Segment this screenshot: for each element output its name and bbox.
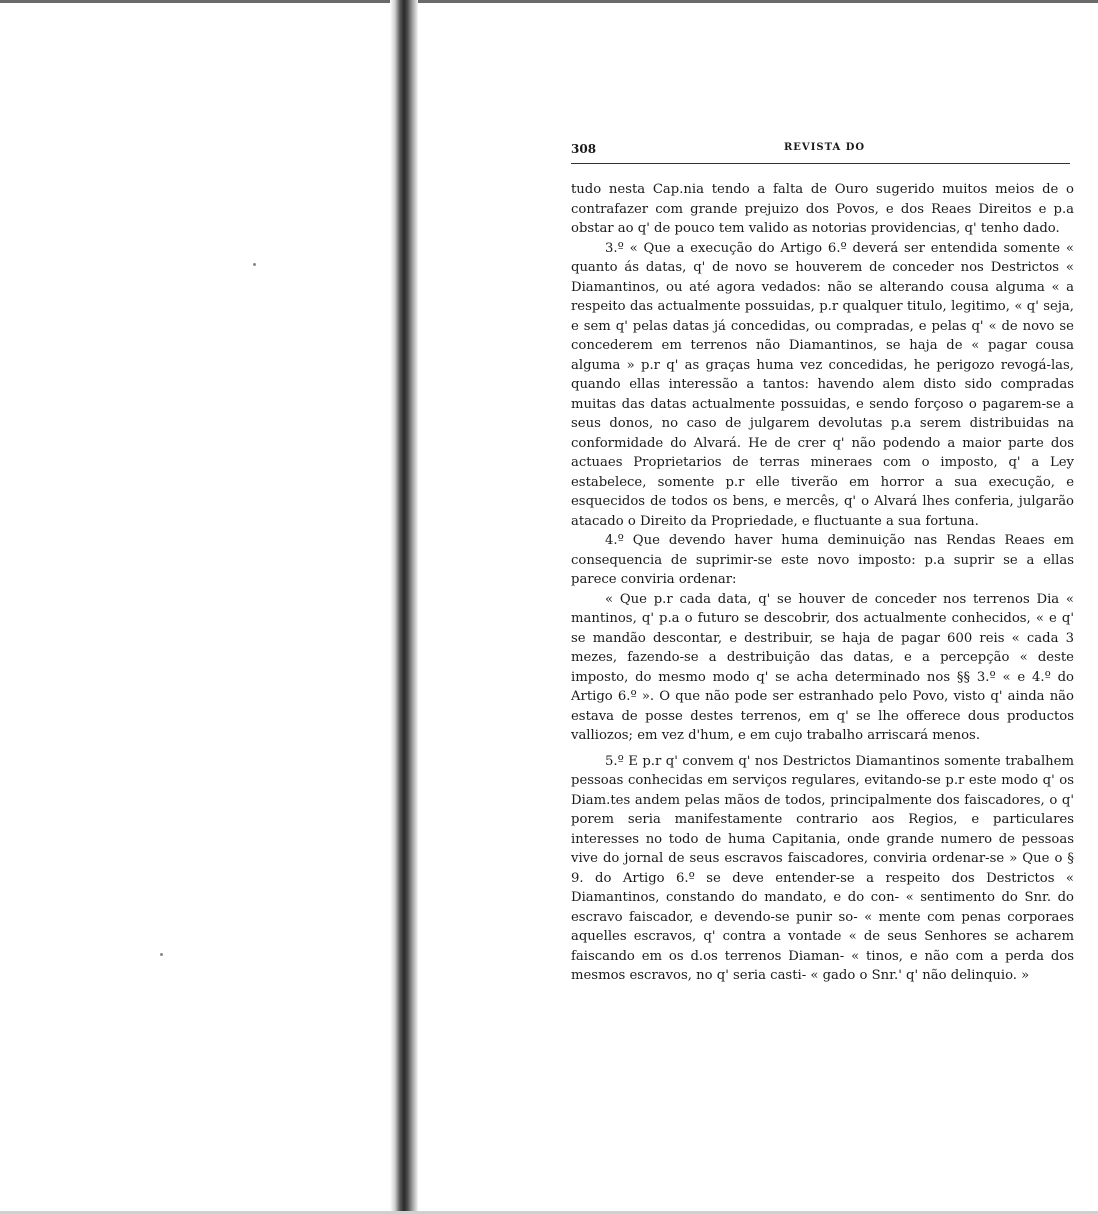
- paragraph: tudo nesta Cap.nia tendo a falta de Ouro sugerido muitos meios de o contrafazer com grande prejuizo dos Povos, e dos Reaes Direitos e p.a obstar ao q' de pouco tem valido as notorias providencias, q' tenho dado.: [571, 182, 1074, 236]
- paper-speck: [253, 263, 256, 266]
- page-top-edge: [0, 0, 1098, 3]
- paragraph: « Que p.r cada data, q' se houver de conceder nos terrenos Dia « mantinos, q' p.a o futuro se descobrir, dos actualmente conhecidos, « e q' se mandão descontar, e destribuir, se haja de pagar 600 reis « cada 3 mezes, fazendo-se a destribuição das datas, e a percepção « deste imposto, do mesmo modo q' se acha determinado nos §§ 3.º « e 4.º do Artigo 6.º ». O que não pode ser estranhado pelo Povo, visto q' ainda não estava de posse destes terrenos, em q' se lhe offerece dous productos valliozos; em vez d'hum, e em cujo trabalho arriscará menos.: [571, 591, 1074, 743]
- page-header: [571, 142, 1070, 162]
- paragraph: 3.º « Que a execução do Artigo 6.º deverá ser entendida somente « quanto ás datas, q' de novo se houverem de conceder nos Destrictos « Diamantinos, ou até agora vedados: não se alterando cousa alguma « a respeito das actualmente possuidas, p.r qualquer titulo, legitimo, « q' seja, e sem q' pelas datas já concedidas, ou compradas, e pelas q' « de novo se concederem em terrenos não Diamantinos, se haja de « pagar cousa alguma » p.r q' as graças huma vez concedidas, he perigozo revogá-las, quando ellas interessão a tantos: havendo alem disto sido compradas muitas das datas actualmente possuidas, e sendo forçoso o pagarem-se a seus donos, no caso de julgarem devolutas p.a serem distribuidas na conformidade do Alvará. He de crer q' não podendo a maior parte dos actuaes Proprietarios de terras mineraes com o imposto, q' a Ley estabelece, somente p.r elle tiverão em horror a sua execução, e esquecidos de todos os bens, e mercês, q' o Alvará lhes conferia, julgarão atacado o Direito da Propriedade, e fluctuante a sua fortuna.: [571, 240, 1074, 529]
- book-spine-gutter: [390, 0, 418, 1214]
- paragraph: 5.º E p.r q' convem q' nos Destrictos Diamantinos somente trabalhem pessoas conhecidas em serviços regulares, evitando-se p.r este modo q' os Diam.tes andem pelas mãos de todos, principalmente dos faiscadores, o q' porem seria manifestamente contrario aos Regios, e particulares interesses no todo de huma Capitania, onde grande numero de pessoas vive do jornal de seus escravos faiscadores, conviria ordenar-se » Que o § 9. do Artigo 6.º se deve entender-se a respeito dos Destrictos « Diamantinos, constando do mandato, e do con- « sentimento do Snr. do escravo faiscador, e devendo-se punir so- « mente com penas corporaes aquelles escravos, q' contra a vontade « de seus Senhores se acharem faiscando em os d.os terrenos Diaman- « tinos, e não com a perda dos mesmos escravos, no q' seria casti- « gado o Snr.' q' não delinquio. »: [571, 753, 1074, 983]
- page-number: 308: [571, 142, 597, 156]
- body-text: [571, 180, 1074, 986]
- paper-speck: [160, 953, 163, 956]
- paragraph: 4.º Que devendo haver huma deminuição nas Rendas Reaes em consequencia de suprimir-se este novo imposto: p.a suprir se a ellas parece conviria ordenar:: [571, 533, 1074, 587]
- header-rule: [571, 163, 1070, 164]
- running-title: REVISTA DO: [784, 142, 866, 153]
